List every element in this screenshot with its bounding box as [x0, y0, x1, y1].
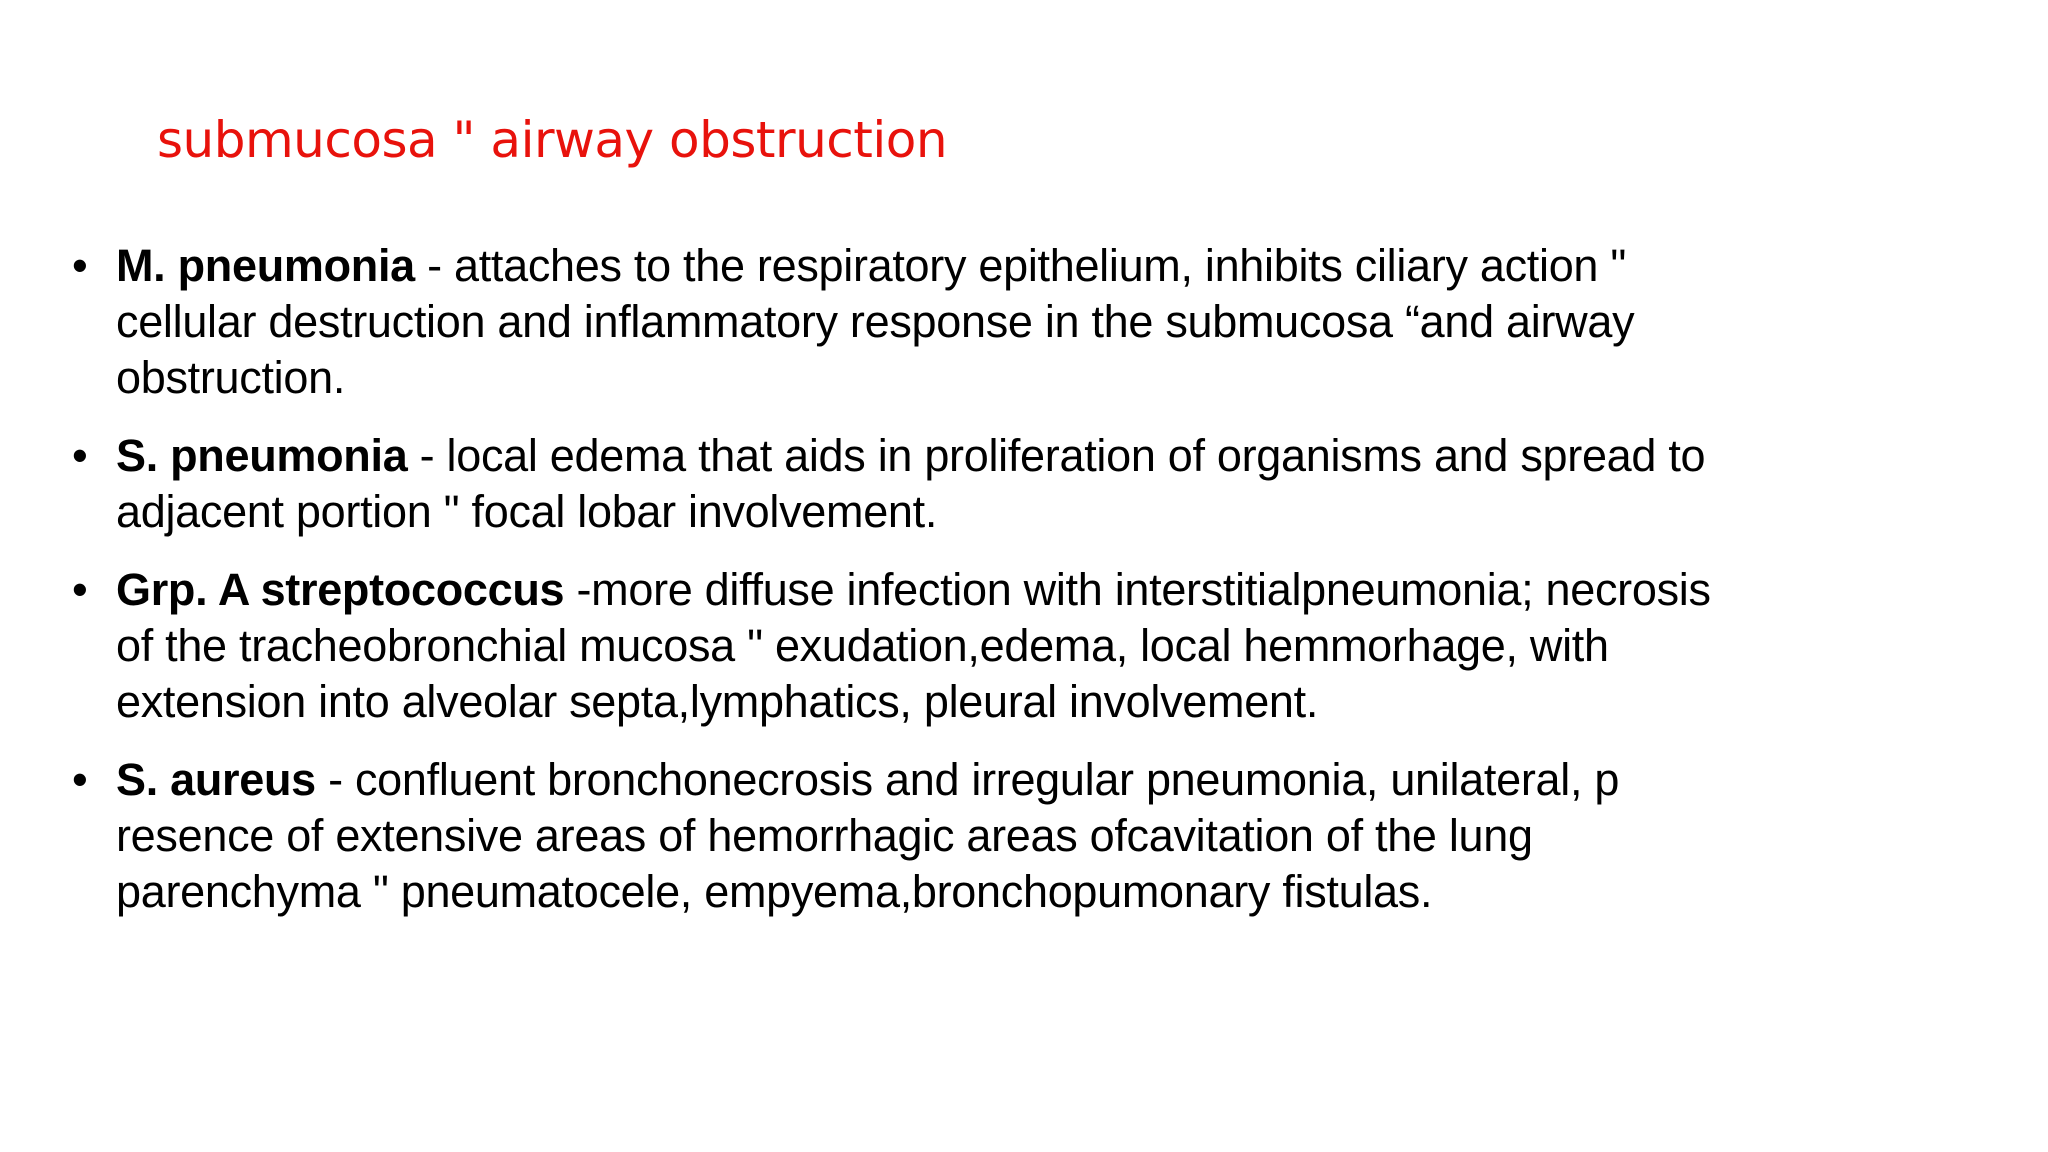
bullet-term: S. aureus: [116, 754, 316, 805]
bullet-term: Grp. A streptococcus: [116, 564, 565, 615]
bullet-term: M. pneumonia: [116, 240, 415, 291]
bullet-item-s-aureus: [72, 752, 1972, 920]
bullet-line: of the tracheobronchial mucosa " exudation,edema, local hemmorhage, with: [116, 620, 1609, 671]
bullet-line: extension into alveolar septa,lymphatics, pleural involvement.: [116, 676, 1319, 727]
bullet-item-s-pneumonia: [72, 428, 1972, 540]
bullet-list: [72, 238, 1972, 942]
bullet-text: -more diffuse infection with interstitialpneumonia; necrosis: [564, 564, 1711, 615]
bullet-line: cellular destruction and inflammatory response in the submucosa “and airway: [116, 296, 1635, 347]
bullet-line: obstruction.: [116, 352, 346, 403]
bullet-line: [116, 238, 1972, 294]
bullet-item-m-pneumonia: [72, 238, 1972, 406]
bullet-text: - confluent bronchonecrosis and irregular pneumonia, unilateral, p: [315, 754, 1620, 805]
bullet-line: resence of extensive areas of hemorrhagic areas ofcavitation of the lung: [116, 810, 1533, 861]
bullet-line: [116, 562, 1972, 618]
bullet-text: - attaches to the respiratory epithelium, inhibits ciliary action ": [414, 240, 1627, 291]
bullet-line: parenchyma " pneumatocele, empyema,bronchopumonary fistulas.: [116, 866, 1433, 917]
slide-title: submucosa " airway obstruction: [157, 111, 948, 169]
bullet-dot-icon: •: [72, 754, 88, 805]
bullet-term: S. pneumonia: [116, 430, 408, 481]
bullet-dot-icon: •: [72, 240, 88, 291]
bullet-text: - local edema that aids in proliferation of organisms and spread to: [407, 430, 1706, 481]
bullet-line: adjacent portion " focal lobar involvement.: [116, 486, 938, 537]
bullet-dot-icon: •: [72, 430, 88, 481]
bullet-item-grp-a-streptococcus: [72, 562, 1972, 730]
bullet-line: [116, 752, 1972, 808]
bullet-line: [116, 428, 1972, 484]
bullet-dot-icon: •: [72, 564, 88, 615]
